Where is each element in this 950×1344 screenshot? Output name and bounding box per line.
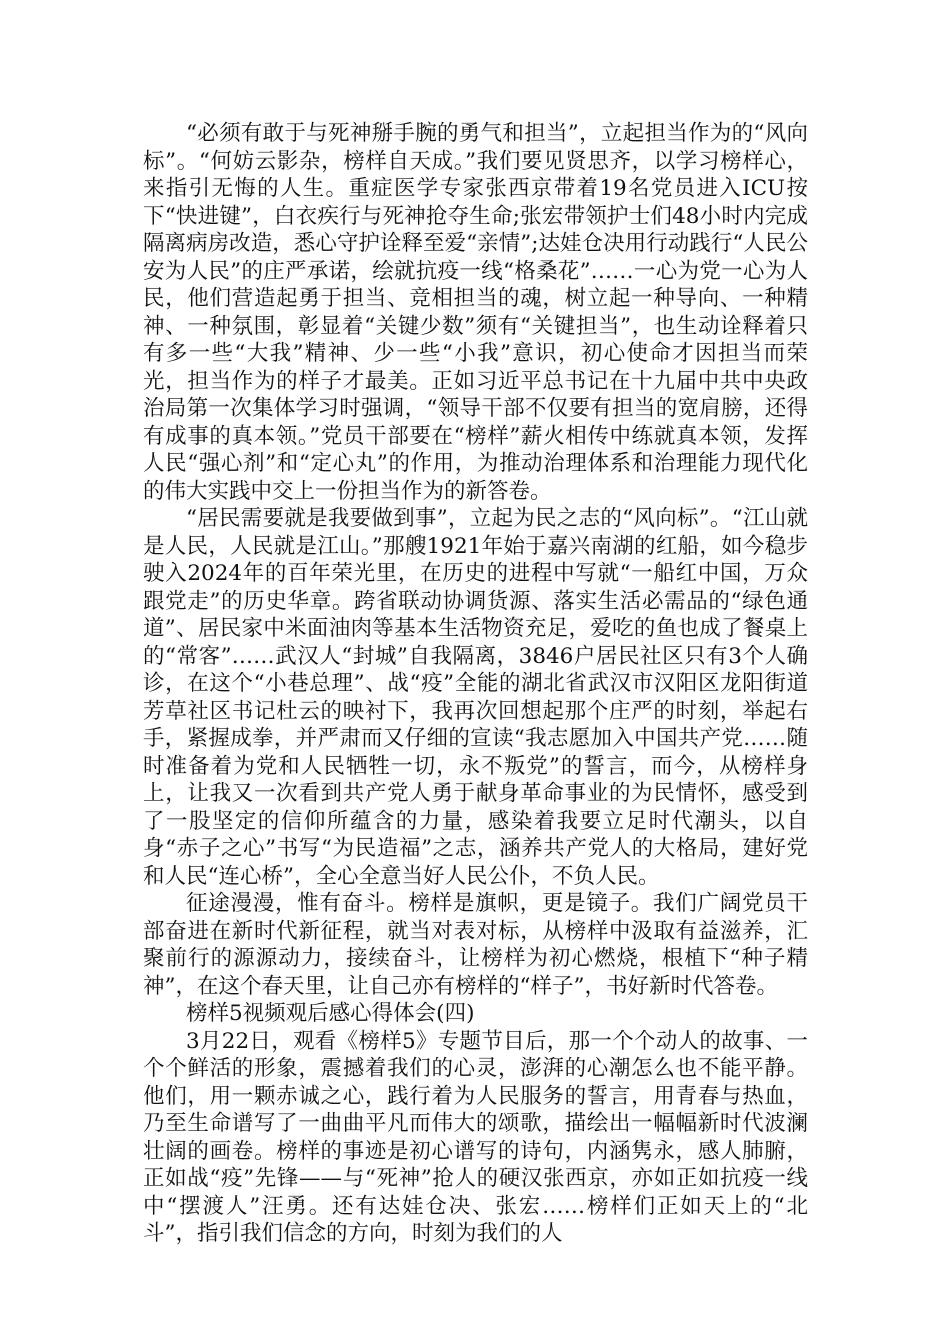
paragraph-struggle: 征途漫漫，惟有奋斗。榜样是旗帜，更是镜子。我们广阔党员干部奋进在新时代新征程，就当对表对标，从榜样中汲取有益滋养，汇聚前行的源源动力，接续奋斗，让榜样为初心燃烧，根植下“种子精神”，在这个春天里，让自己亦有榜样的“样子”，书好新时代答卷。 bbox=[143, 891, 808, 999]
section-heading: 榜样5视频观后感心得体会(四) bbox=[186, 1001, 475, 1026]
paragraph-responsibility: “必须有敢于与死神掰手腕的勇气和担当”，立起担当作为的“风向标”。“何妨云影杂，榜样自天成。”我们要见贤思齐，以学习榜样心，来指引无悔的人生。重症医学专家张西京带着19名党员进入ICU按下“快进键”，白衣疾行与死神抢夺生命;张宏带领护士们48小时内完成隔离病房改造，悉心守护诠释至爱“亲情”;达娃仓决用行动践行“人民公安为人民”的庄严承诺，绘就抗疫一线“格桑花”……一心为党一心为人民，他们营造起勇于担当、竞相担当的魂，树立起一种导向、一种精神、一种氛围，彰显着“关键少数”须有“关键担当”，也生动诠释着只有多一些“大我”精神、少一些“小我”意识，初心使命才因担当而荣光，担当作为的样子才最美。正如习近平总书记在十九届中共中央政治局第一次集体学习时强调，“领导干部不仅要有担当的宽肩膀，还得有成事的真本领。”党员干部要在“榜样”薪火相传中练就真本领，发挥人民“强心剂”和“定心丸”的作用，为推动治理体系和治理能力现代化的伟大实践中交上一份担当作为的新答卷。 bbox=[143, 121, 808, 504]
paragraph-viewing: 3月22日，观看《榜样5》专题节目后，那一个个动人的故事、一个个鲜活的形象，震撼着我们的心灵，澎湃的心潮怎么也不能平静。他们，用一颗赤诚之心，践行着为人民服务的誓言，用青春与热血，乃至生命谱写了一曲曲平凡而伟大的颂歌，描绘出一幅幅新时代波澜壮阔的画卷。榜样的事迹是初心谱写的诗句，内涵隽永，感人肺腑，正如战“疫”先锋——与“死神”抢人的硬汉张西京，亦如正如抗疫一线中“摆渡人”汪勇。还有达娃仓决、张宏……榜样们正如天上的“北斗”，指引我们信念的方向，时刻为我们的人 bbox=[143, 1028, 808, 1246]
paragraph-serve-people: “居民需要就是我要做到事”，立起为民之志的“风向标”。“江山就是人民，人民就是江山。”那艘1921年始于嘉兴南湖的红船，如今稳步驶入2024年的百年荣光里，在历史的进程中写就“一船红中国，万众跟党走”的历史华章。跨省联动协调货源、落实生活必需品的“绿色通道”、居民家中米面油肉等基本生活物资充足，爱吃的鱼也成了餐桌上的“常客”……武汉人“封城”自我隔离，3846户居民社区只有3个人确诊，在这个“小巷总理”、战“疫”全能的湖北省武汉市汉阳区龙阳街道芳草社区书记杜云的映衬下，我再次回想起那个庄严的时刻，举起右手，紧握成拳，并严肃而又仔细的宣读“我志愿加入中国共产党……随时准备着为党和人民牺牲一切，永不叛党”的誓言，而今，从榜样身上，让我又一次看到共产党人勇于献身革命事业的为民情怀，感受到了一股坚定的信仰所蕴含的力量，感染着我要立足时代潮头，以自身“赤子之心”书写“为民造福”之志，涵养共产党人的大格局，建好党和人民“连心桥”，全心全意当好人民公仆，不负人民。 bbox=[143, 506, 808, 889]
document-body bbox=[143, 120, 808, 1248]
